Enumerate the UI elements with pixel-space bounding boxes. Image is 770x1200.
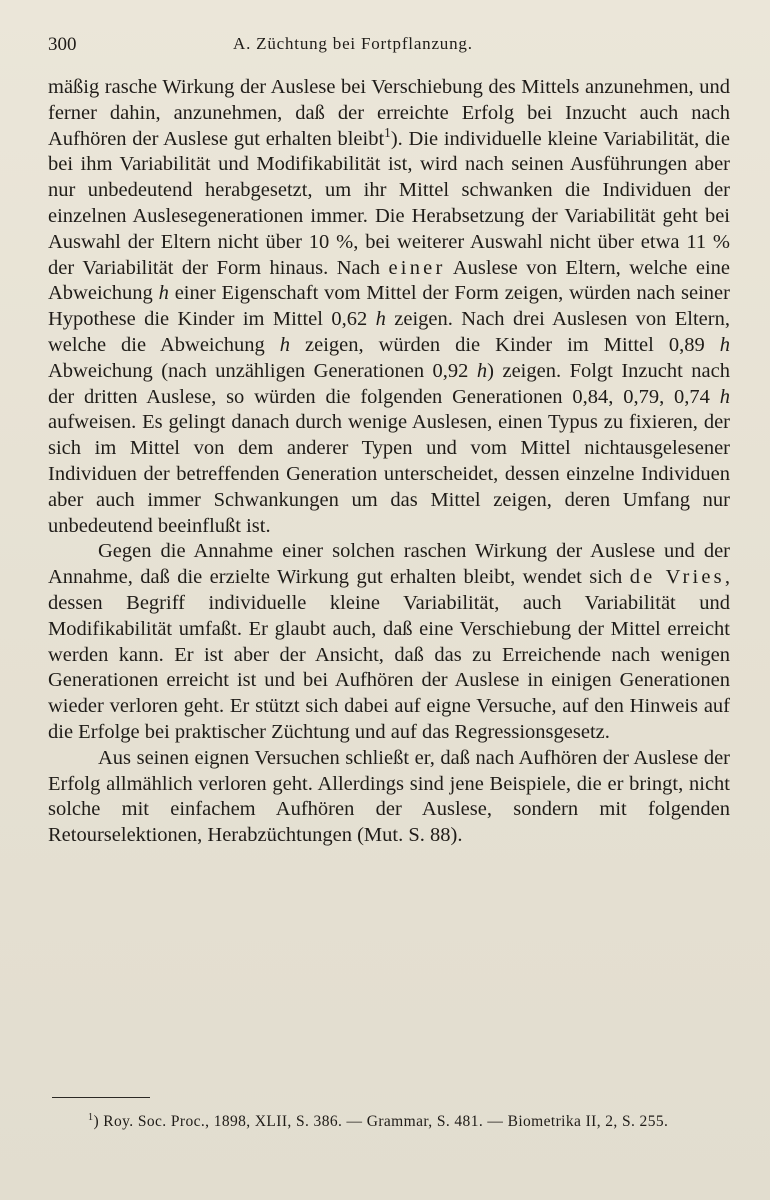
author-name: de Vries xyxy=(629,566,725,589)
paragraph-3: Aus seinen eignen Versuchen schließt er, daß nach Aufhören der Auslese der Erfolg allmählich verloren geht. Allerdings sind jene Beispiele, die er bringt, nicht solche mit einfachem Aufhören der Auslese, sondern mit folgenden Retourselektionen, Herabzüchtungen (Mut. S. 88). xyxy=(48,746,730,847)
footnote xyxy=(48,1110,732,1134)
variable-h: h xyxy=(719,385,730,408)
variable-h: h xyxy=(158,282,169,305)
paragraph-1: mäßig rasche Wirkung der Auslese bei Verschiebung des Mittels anzunehmen, und ferner dahin, anzunehmen, daß der erreichte Erfolg bei Inzucht auch nach Aufhören der Auslese gut erhalten bleibt$^1$). Die individuelle kleine Variabilität, die bei ihm Variabilität und Modifikabilität ist, wird nach seinen Ausführungen aber nur unbedeutend herabgesetzt, um ihr Mittel schwanken die Individuen der einzelnen Auslesegenerationen immer. Die Herabsetzung der Variabilität geht bei Auswahl der Eltern nicht über 10 %, bei weiterer Auswahl nicht über etwa 11 % der Variabilität der Form hinaus. Nach einer Auslese von Eltern, welche eine Abweichung h einer Eigenschaft vom Mittel der Form zeigen, würden nach seiner Hypothese die Kinder im Mittel 0,62 h zeigen. Nach drei Auslesen von Eltern, welche die Abweichung h zeigen, würden die Kinder im Mittel 0,89 h Abweichung (nach unzähligen Generationen 0,92 h) zeigen. Folgt Inzucht nach der dritten Auslese, so würden die folgenden Generationen 0,84, 0,79, 0,74 h aufweisen. Es gelingt danach durch wenige Auslesen, einen Typus zu fixieren, der sich im Mittel von dem anderer Typen und vom Mittel nichtausgelesener Individuen der betreffenden Generation unterscheidet, dessen einzelne Individuen aber auch immer Schwankungen um das Mittel zeigen, deren Umfang nur unbedeutend beeinflußt ist. xyxy=(48,76,730,537)
page-header xyxy=(48,34,728,60)
variable-h: h xyxy=(375,308,386,331)
footnote-ref: 1 xyxy=(384,124,391,140)
body-text xyxy=(48,75,730,849)
footnote-divider xyxy=(52,1097,150,1098)
variable-h: h xyxy=(719,333,730,356)
variable-h: h xyxy=(279,333,290,356)
paragraph-2: Gegen die Annahme einer solchen raschen Wirkung der Auslese und der Annahme, daß die erzielte Wirkung gut erhalten bleibt, wendet sich de Vries, dessen Begriff individuelle kleine Variabilität, auch Variabilität und Modifikabilität umfaßt. Er glaubt auch, daß eine Verschiebung der Mittel erreicht werden kann. Er ist aber der Ansicht, daß das zu Erreichende nach wenigen Generationen erreicht ist und bei Aufhören der Auslese in einigen Generationen wieder verloren geht. Er stützt sich dabei auf eigne Versuche, auf den Hinweis auf die Erfolge bei praktischer Züchtung und auf das Regressionsgesetz. xyxy=(48,540,730,743)
running-title: A. Züchtung bei Fortpflanzung. xyxy=(233,34,473,53)
footnote-marker: 1 xyxy=(88,1111,94,1123)
emphasized-word: einer xyxy=(388,256,446,279)
variable-h: h xyxy=(476,359,488,382)
page-number: 300 xyxy=(48,34,77,55)
footnote-text: ) Roy. Soc. Proc., 1898, XLII, S. 386. — Grammar, S. 481. — Biometrika II, 2, S. 255. xyxy=(93,1113,669,1130)
